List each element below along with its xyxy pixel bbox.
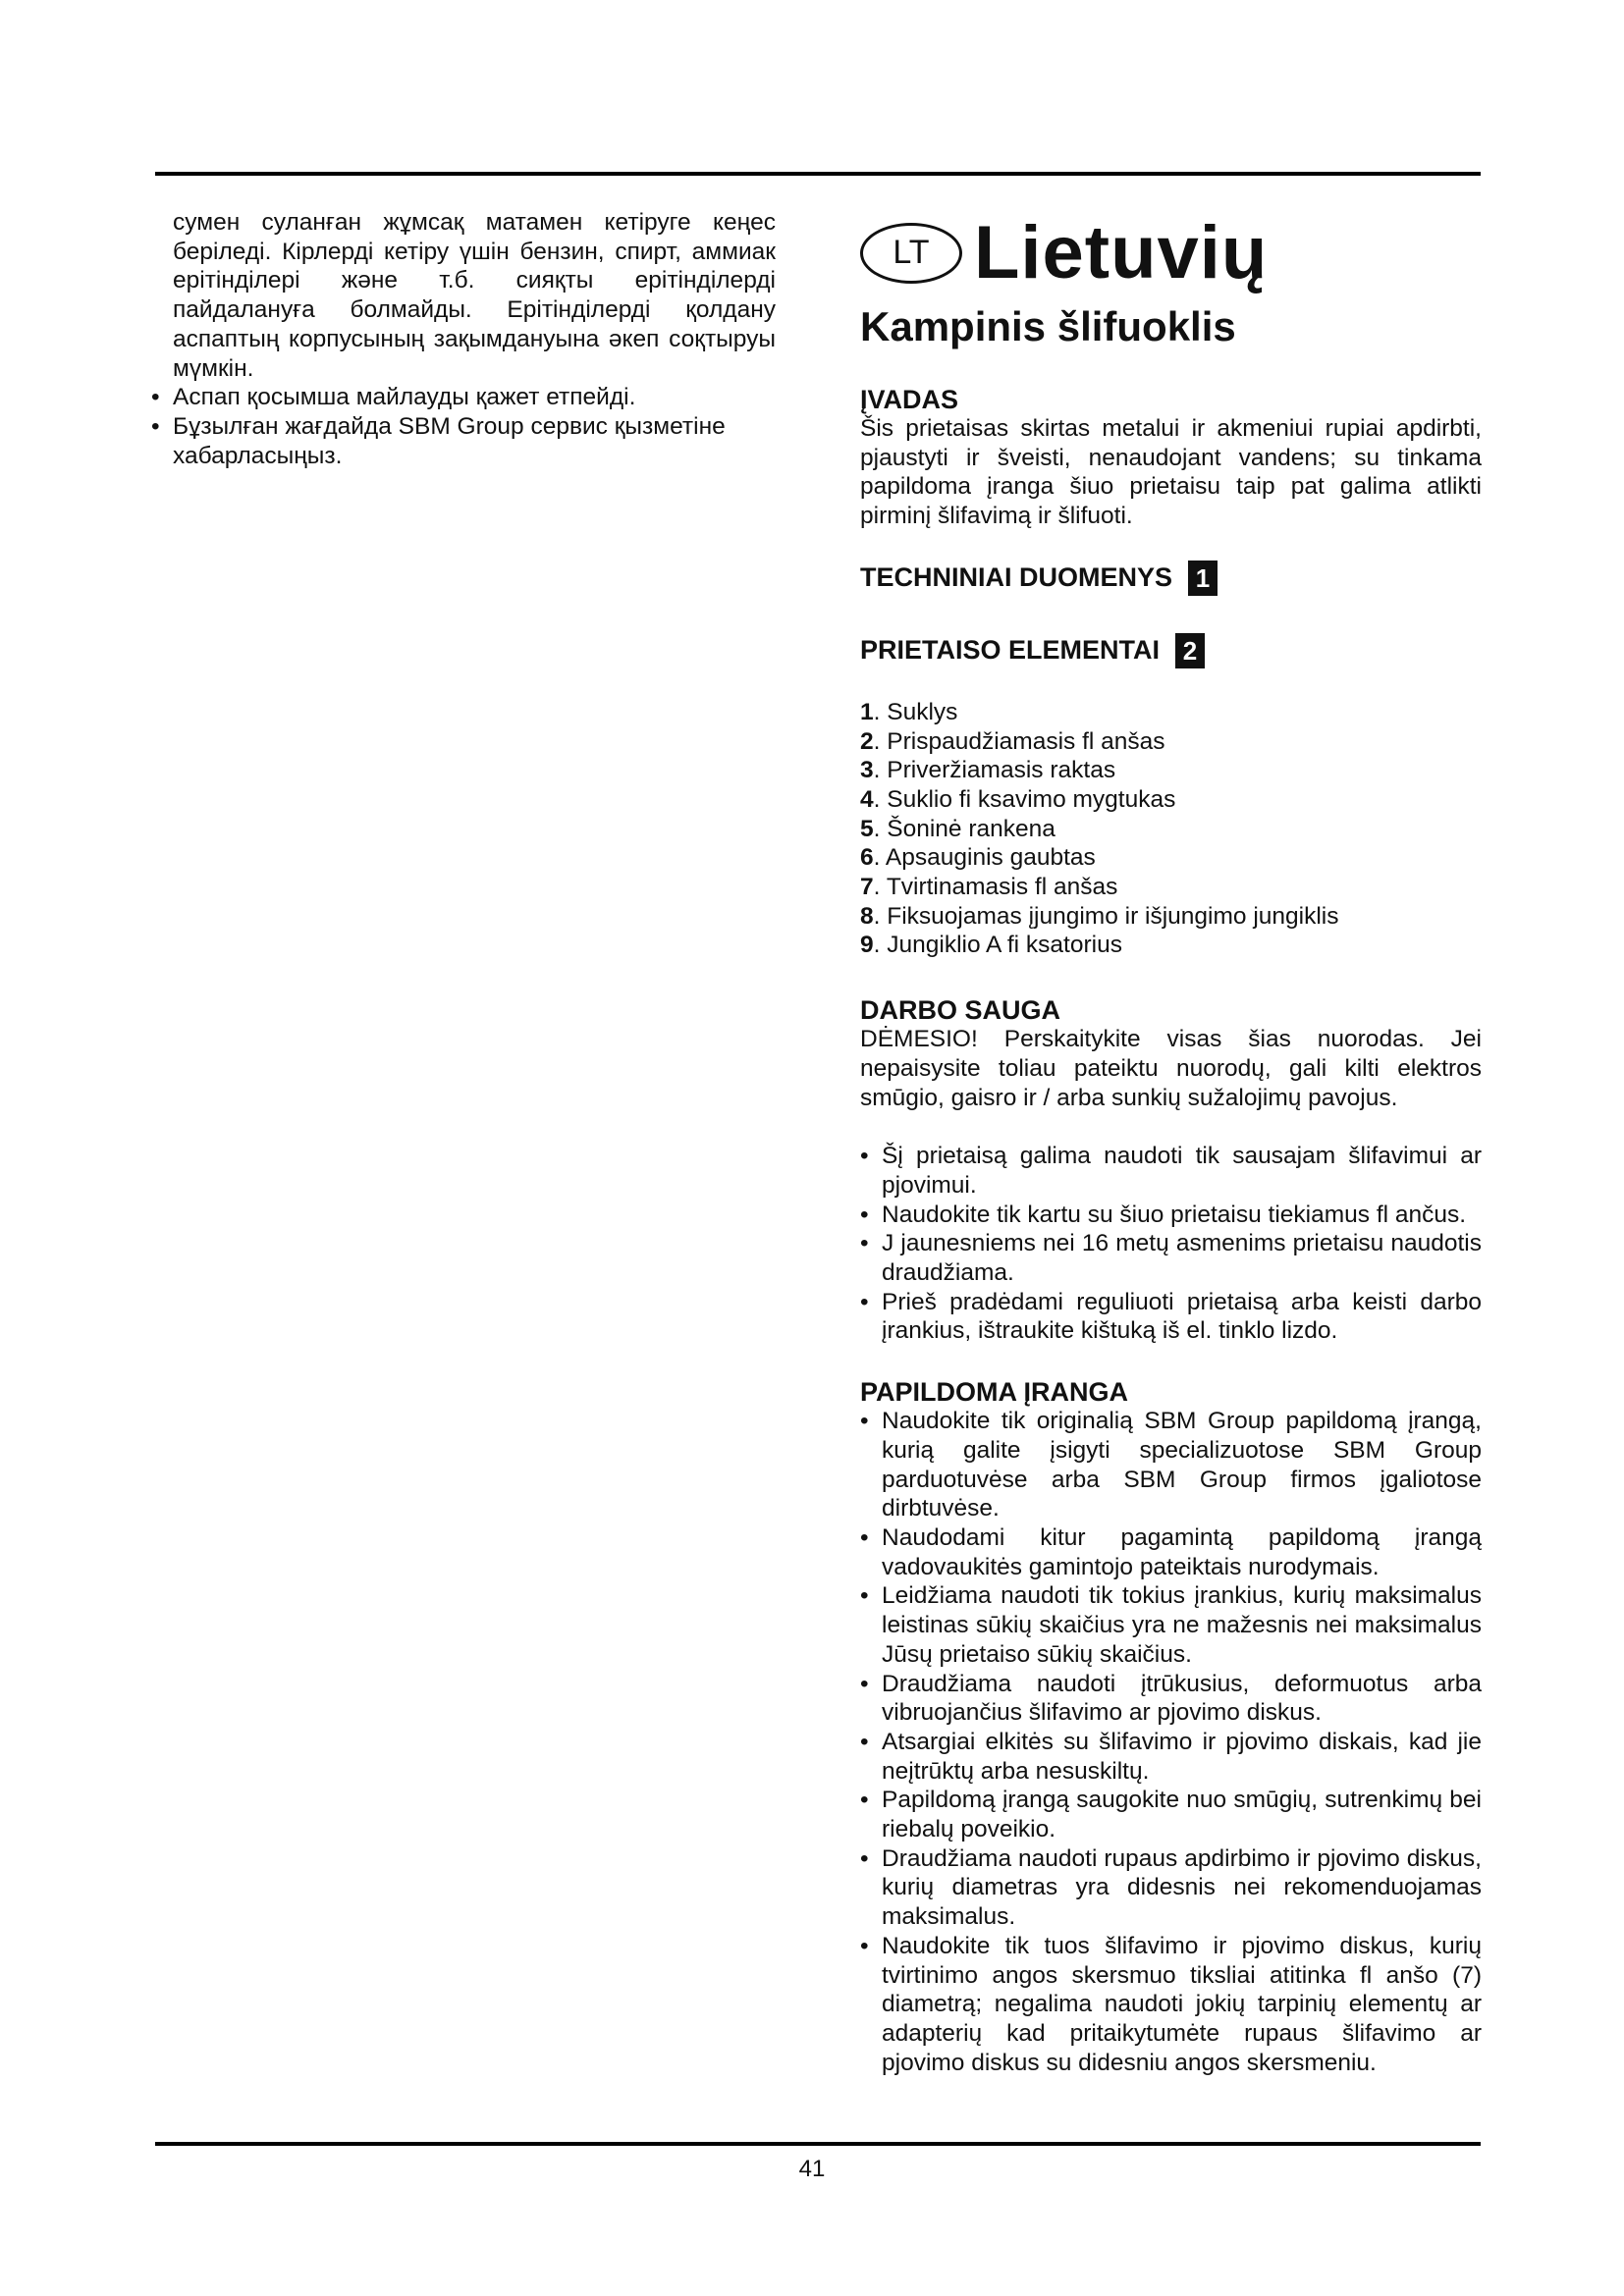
list-item: • Naudokite tik originalią SBM Group papildomą įrangą, kurią galite įsigyti specializuotose SBM Group parduotuvėse arba SBM Group firmos įgaliotose dirbtuvėse. — [860, 1407, 1482, 1523]
list-item: 5. Šoninė rankena — [860, 815, 1056, 842]
parts-heading-row — [860, 631, 1482, 670]
list-item: 9. Jungiklio A fi ksatorius — [860, 932, 1122, 959]
figure-ref-badge: 1 — [1188, 561, 1218, 596]
bottom-rule — [155, 2142, 1481, 2146]
list-item: • Naudokite tik kartu su šiuo prietaisu tiekiamus fl ančus. — [860, 1201, 1482, 1230]
page-number: 41 — [798, 2156, 826, 2182]
list-item: • Draudžiama naudoti rupaus apdirbimo ir pjovimo diskus, kurių diametras yra didesnis nei rekomenduojamas maksimalus. — [860, 1844, 1482, 1932]
list-item: • Papildomą įrangą saugokite nuo smūgių, sutrenkimų bei riebalų poveikio. — [860, 1786, 1482, 1843]
accessories-section — [860, 1377, 1482, 2077]
accessories-heading: PAPILDOMA ĮRANGA — [860, 1377, 1128, 1408]
parts-list — [860, 698, 1482, 960]
left-paragraph: сумен суланған жұмсақ матамен кетіруге кеңес беріледі. Кірлерді кетіру үшін бензин, спирт, аммиак ерітінділері және т.б. сияқты ерітінділерді пайдалануға болмайды. Ерітінділерді қолдану аспаптың корпусының зақымдануына әкеп соқтыруы мүмкін. — [173, 209, 776, 382]
left-column — [155, 208, 776, 470]
list-item: • Naudokite tik tuos šlifavimo ir pjovimo diskus, kurių tvirtinimo angos skersmuo tiksliai atitinka fl anšo (7) diametrą; negalima naudoti jokių tarpinių elementų ar adapterių kad pritaikytumėte rupaus šlifavimo ar pjovimo diskus su didesniu angos skersmeniu. — [860, 1932, 1482, 2078]
language-header — [860, 204, 1482, 302]
list-item: • Prieš pradėdami reguliuoti prietaisą arba keisti darbo įrankius, ištraukite kištuką iš el. tinklo lizdo. — [860, 1288, 1482, 1346]
specs-heading: TECHNINIAI DUOMENYS — [860, 561, 1173, 592]
safety-heading: DARBO SAUGA — [860, 995, 1061, 1026]
top-rule — [155, 172, 1481, 176]
safety-bullet-list — [860, 1142, 1482, 1346]
list-item: 2. Prispaudžiamasis fl anšas — [860, 727, 1165, 755]
accessories-bullet-list — [860, 1407, 1482, 2077]
list-item: 4. Suklio fi ksavimo mygtukas — [860, 785, 1176, 813]
right-column — [860, 204, 1482, 2077]
list-item: 1. Suklys — [860, 698, 958, 725]
list-item: • Draudžiama naudoti įtrūkusius, deformuotus arba vibruojančius šlifavimo ar pjovimo diskus. — [860, 1670, 1482, 1728]
list-item: • Naudodami kitur pagamintą papildomą įrangą vadovaukitės gamintojo pateiktais nurodymais. — [860, 1523, 1482, 1581]
language-badge: LT — [860, 223, 962, 284]
intro-text: Šis prietaisas skirtas metalui ir akmeniui rupiai apdirbti, pjaustyti ir šveisti, nenaudojant vandens; su tinkama papildoma įranga šiuo prietaisu taip pat galima atlikti pirminį šlifavimą ir šlifuoti. — [860, 415, 1482, 530]
left-bullet-list — [155, 383, 776, 470]
list-item: • Atsargiai elkitės su šlifavimo ir pjovimo diskais, kad jie neįtrūktų arba nesuskiltų. — [860, 1728, 1482, 1786]
intro-heading: ĮVADAS — [860, 385, 959, 414]
list-item: • J jaunesniems nei 16 metų asmenims prietaisu naudotis draudžiama. — [860, 1229, 1482, 1287]
safety-section — [860, 995, 1482, 1346]
list-item: • Leidžiama naudoti tik tokius įrankius, kurių maksimalus leistinas sūkių skaičius yra ne mažesnis nei maksimalus Jūsų prietaiso sūkių skaičius. — [860, 1581, 1482, 1669]
safety-text: DĖMESIO! Perskaitykite visas šias nuorodas. Jei nepaisysite toliau pateiktu nuorodų, gali kilti elektros smūgio, gaisro ir / arba sunkių sužalojimų pavojus. — [860, 1026, 1482, 1111]
language-title: Lietuvių — [974, 211, 1269, 294]
list-item: • Šį prietaisą galima naudoti tik sausajam šlifavimui ar pjovimui. — [860, 1142, 1482, 1200]
list-item: 8. Fiksuojamas įjungimo ir išjungimo jungiklis — [860, 902, 1339, 930]
document-title: Kampinis šlifuoklis — [860, 303, 1236, 349]
list-item: 3. Priveržiamasis raktas — [860, 757, 1116, 784]
figure-ref-badge: 2 — [1175, 633, 1205, 668]
specs-heading-row — [860, 559, 1482, 598]
list-item: • Бұзылған жағдайда SBM Group сервис қызметіне хабарласыңыз. — [155, 412, 776, 470]
intro-section — [860, 385, 1482, 531]
list-item: • Аспап қосымша майлауды қажет етпейді. — [155, 383, 776, 412]
parts-heading: PRIETAISO ELEMENTAI — [860, 634, 1161, 665]
list-item: 7. Tvirtinamasis fl anšas — [860, 874, 1118, 901]
list-item: 6. Apsauginis gaubtas — [860, 844, 1096, 872]
